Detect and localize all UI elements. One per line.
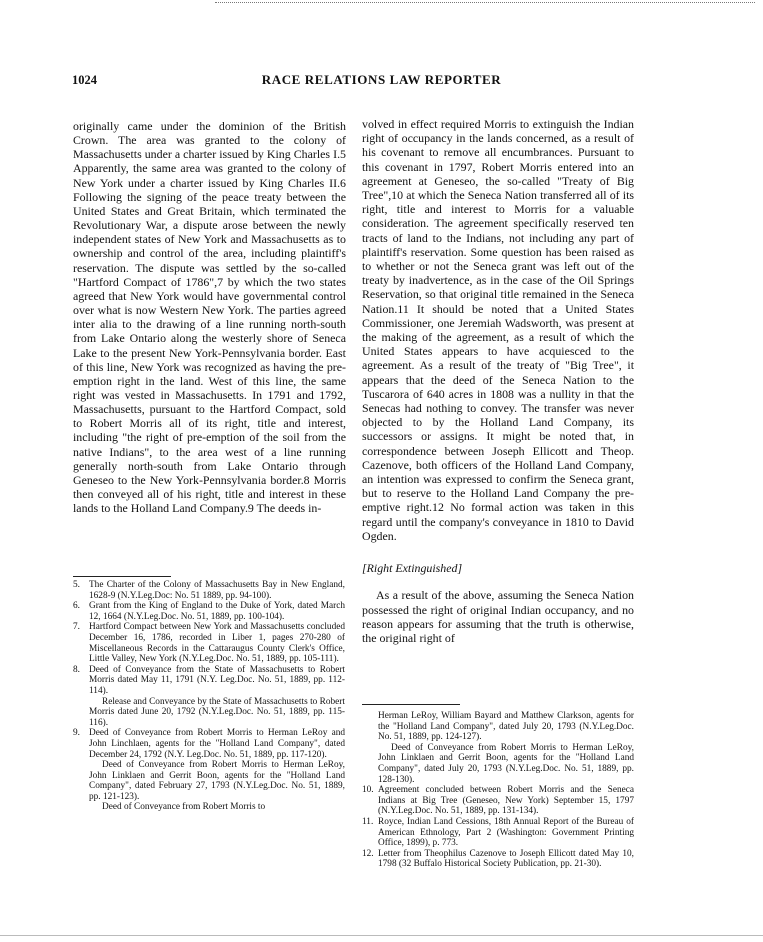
running-title: RACE RELATIONS LAW REPORTER [261, 72, 502, 87]
footnote-number: 12. [362, 848, 374, 859]
footnote [362, 849, 634, 870]
footnotes-right [362, 711, 634, 870]
footnote [73, 728, 345, 813]
footnote [73, 665, 345, 729]
footnotes-left [73, 580, 345, 813]
footnote-text: Royce, Indian Land Cessions, 18th Annual Report of the Bureau of American Ethnology, Part 2 (Washington: Government Printing Office, 1899), p. 773. [378, 816, 634, 849]
footnote-text: Hartford Compact between New York and Massachusetts concluded December 16, 1786, recorded in Liber 1, pages 270-280 of Miscellaneous Records in the Cattaraugus County Clerk's Office, Little Valley, New York (N.Y.Leg.Doc. No. 51, 1889, pp. 105-111). [89, 622, 345, 665]
footnote [362, 817, 634, 849]
footnote-subentry: Release and Conveyance by the State of Massachusetts to Robert Morris dated June 20, 1792 (N.Y.Leg.Doc. No. 51, 1889, pp. 115-116). [89, 696, 345, 728]
footnote-number: 9. [73, 728, 80, 739]
left-column-body: originally came under the dominion of the British Crown. The area was granted to the colony of Massachusetts under a charter issued by King Charles I.5 Apparently, the same area was granted to the colony of New York under a charter issued by King Charles II.6 Following the signing of the peace treaty between the United States and Great Britain, which terminated the Revolutionary War, a dispute arose between the newly independent states of New York and Massachusetts as to ownership and control of the area, including plaintiff's reservation. The dispute was settled by the so-called "Hartford Compact of 1786",7 by which the two states agreed that New York would have governmental control over what is now Western New York. The parties agreed inter alia to the drawing of a line running north-south from Lake Ontario along the westerly shore of Seneca Lake to the present New York-Pennsylvania border. East of this line, New York was recognized as having the pre-emption right in the land. West of this line, the same right was vested in Massachusetts. In 1791 and 1792, Massachusetts, pursuant to the Hartford Compact, sold to Robert Morris all of its right, title and interest, including "the right of pre-emption of the soil from the native Indians", to the area west of a line running generally north-south from Lake Ontario through Geneseo to the New York-Pennsylvania border.8 Morris then conveyed all of his right, title and interest in these lands to the Holland Land Company.9 The deeds in- [73, 119, 346, 516]
right-column-body [362, 117, 634, 645]
footnote-text: Deed of Conveyance from Robert Morris to Herman LeRoy and John Linchlaen, agents for the "Holland Land Company", dated December 24, 1792 (N.Y. Leg.Doc. No. 51, 1889, pp. 117-120). [89, 728, 345, 760]
footnote-text: Deed of Conveyance from the State of Massachusetts to Robert Morris dated May 11, 1791 (N.Y. Leg.Doc. No. 51, 1889, pp. 112-114). [89, 664, 345, 696]
footnote-subentry: Deed of Conveyance from Robert Morris to Herman LeRoy, John Linklaen and Gerrit Boon, agents for the "Holland Land Company", dated February 27, 1793 (N.Y.Leg.Doc. No. 51, 1889, pp. 121-123). [89, 760, 345, 802]
footnote-number: 7. [73, 622, 80, 633]
bottom-rule [0, 935, 763, 936]
footnote-number: 10. [362, 785, 374, 796]
footnote-rule [73, 576, 171, 577]
footnote-number: 8. [73, 664, 80, 675]
right-column-paragraph: volved in effect required Morris to extinguish the Indian right of occupancy in the lands concerned, as a result of his covenant to remove all encumbrances. Pursuant to this covenant in 1797, Robert Morris entered into an agreement at Geneseo, the so-called "Treaty of Big Tree",10 at which the Seneca Nation transferred all of its right, title and interest to Morris for a valuable consideration. The agreement specifically reserved ten tracts of land to the Indians, not including any part of plaintiff's reservation. Some question has been raised as to whether or not the Seneca grant was left out of the treaty by inadvertence, as in the case of the Oil Springs Reservation, so that original title remained in the Seneca Nation.11 It should be noted that a United States Commissioner, one Jeremiah Wadsworth, was present at the making of the agreement, as a result of which the United States appears to have acquiesced to the agreement. As a result of the treaty of "Big Tree", it appears that the deed of the Seneca Nation to the Tuscarora of 640 acres in 1808 was a nullity in that the Senecas had nothing to convey. The transfer was never objected to by the Holland Land Company, its successors or assigns. It might be noted that, in correspondence between Joseph Ellicott and Theop. Cazenove, both officers of the Holland Land Company, an intention was expressed to confirm the Seneca grant, but to reserve to the Holland Land Company the pre-emptive right.12 No formal action was taken in this regard until the company's conveyance in 1810 to David Ogden. [362, 117, 634, 543]
footnote-text: Letter from Theophilus Cazenove to Joseph Ellicott dated May 10, 1798 (32 Buffalo Historical Society Publication, pp. 21-30). [378, 848, 634, 870]
footnote [73, 622, 345, 664]
footnote-continuation [362, 711, 634, 785]
footnote-number: 5. [73, 580, 80, 590]
page-number: 1024 [72, 73, 97, 87]
footnote-number: 6. [73, 601, 80, 612]
footnote-subentry: Deed of Conveyance from Robert Morris to Herman LeRoy, John Linklaen and Gerrit Boon, agents for the "Holland Land Company", dated July 20, 1793 (N.Y.Leg.Doc. No. 51, 1889, pp. 128-130). [378, 742, 634, 785]
footnote [362, 785, 634, 817]
top-dotted-rule [215, 2, 755, 3]
footnote [73, 580, 345, 601]
footnote-number: 11. [362, 816, 374, 827]
footnote-rule [362, 704, 460, 705]
footnote-text: Grant from the King of England to the Duke of York, dated March 12, 1664 (N.Y.Leg.Doc. No. 51, 1889, pp. 100-104). [89, 601, 345, 622]
footnote [73, 601, 345, 622]
right-column-paragraph: As a result of the above, assuming the Seneca Nation possessed the right of original Indian occupancy, and no reason appears for assuming that the truth is otherwise, the original right of [362, 588, 634, 645]
section-heading: [Right Extinguished] [362, 561, 463, 576]
footnote-text: Herman LeRoy, William Bayard and Matthew Clarkson, agents for the "Holland Land Company", dated July 20, 1793 (N.Y.Leg.Doc. No. 51, 1889, pp. 124-127). [378, 711, 634, 743]
footnote-text: The Charter of the Colony of Massachusetts Bay in New England, 1628-9 (N.Y.Leg.Doc: No. 51 1889, pp. 94-100). [89, 580, 345, 601]
footnote-subentry: Deed of Conveyance from Robert Morris to [102, 802, 266, 813]
footnote-text: Agreement concluded between Robert Morris and the Seneca Indians at Big Tree (Geneseo, New York) September 15, 1797 (N.Y.Leg.Doc. No. 51, 1889, pp. 131-134). [378, 785, 634, 817]
